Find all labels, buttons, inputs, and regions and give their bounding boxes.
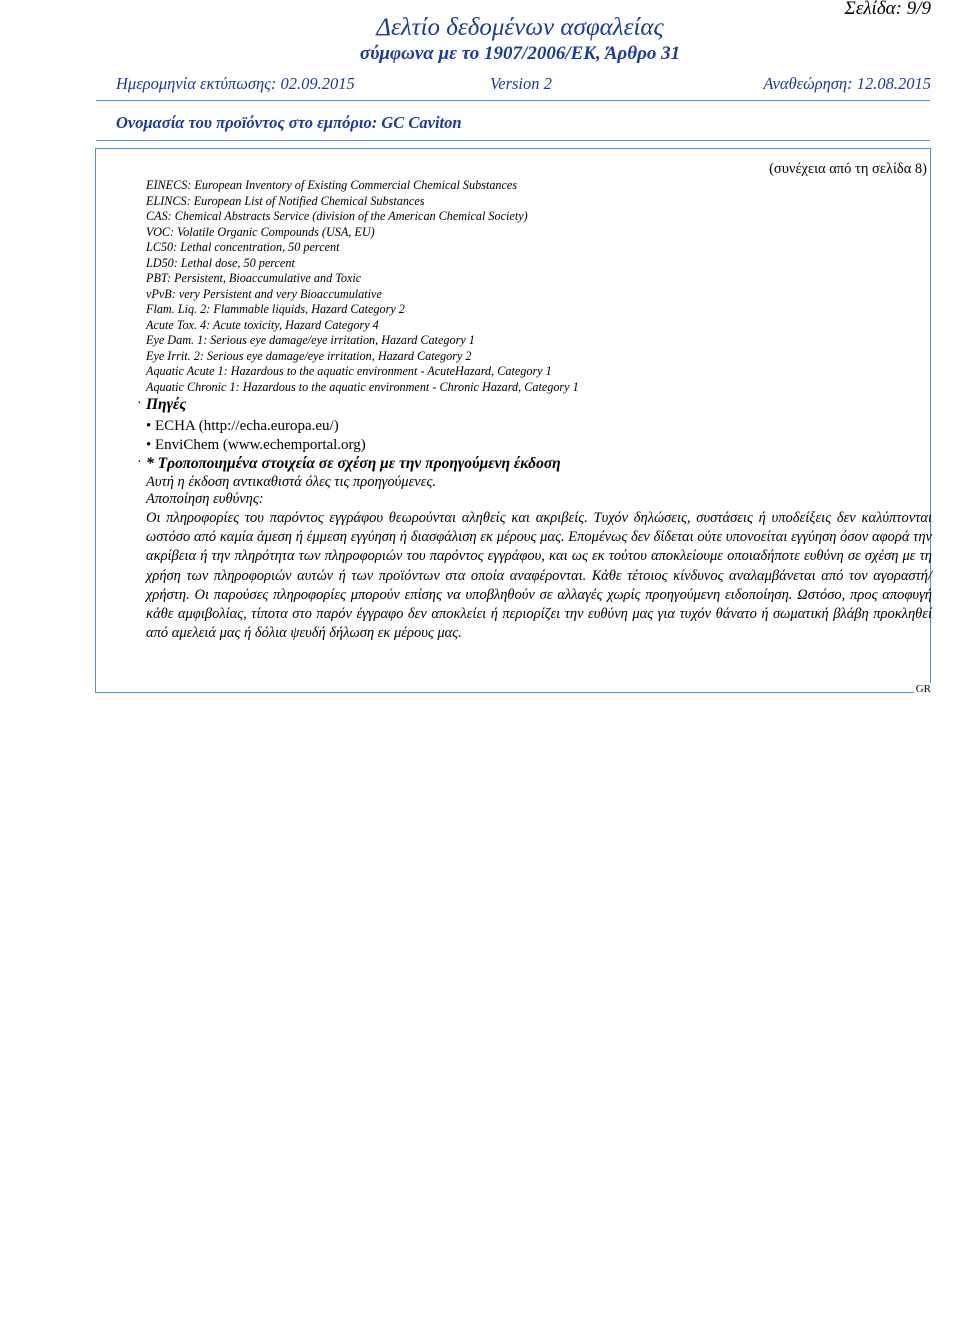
section-marker: · [137, 455, 142, 470]
changes-text: Αυτή η έκδοση αντικαθιστά όλες τις προηγούμενες. [146, 474, 436, 490]
abbreviation-item: CAS: Chemical Abstracts Service (division of the American Chemical Society) [146, 209, 528, 223]
abbreviation-item: VOC: Volatile Organic Compounds (USA, EU) [146, 224, 375, 239]
abbreviation-item: LC50: Lethal concentration, 50 percent [146, 240, 340, 254]
abbreviation-item: Aquatic Acute 1: Hazardous to the aquatic environment - AcuteHazard, Category 1 [146, 364, 552, 378]
document-subtitle: σύμφωνα με το 1907/2006/ΕΚ, Άρθρο 31 [359, 43, 681, 64]
page-number: Σελίδα: 9/9 [844, 0, 931, 19]
product-name: Ονομασία του προϊόντος στο εμπόριο: GC Caviton [116, 113, 462, 132]
changes-heading: * Τροποποιημένα στοιχεία σε σχέση με την προηγούμενη έκδοση [146, 455, 561, 472]
header-divider [96, 100, 930, 101]
abbreviation-item: Eye Dam. 1: Serious eye damage/eye irritation, Hazard Category 1 [146, 333, 475, 347]
continuation-note: (συνέχεια από τη σελίδα 8) [769, 161, 927, 177]
abbreviation-item: ELINCS: European List of Notified Chemical Substances [146, 193, 425, 208]
sources-heading: Πηγές [146, 396, 187, 413]
document-title: Δελτίο δεδομένων ασφαλείας [376, 14, 664, 41]
abbreviation-item: Eye Irrit. 2: Serious eye damage/eye irritation, Hazard Category 2 [146, 348, 472, 363]
revision-date: Αναθεώρηση: 12.08.2015 [763, 74, 931, 93]
abbreviation-item: vPvB: very Persistent and very Bioaccumulative [146, 286, 382, 301]
product-divider [96, 140, 930, 141]
print-date: Ημερομηνία εκτύπωσης: 02.09.2015 [116, 74, 355, 93]
abbreviations-list [146, 178, 579, 395]
source-item-envichem: • EnviChem (www.echemportal.org) [146, 437, 366, 453]
language-code: GR [915, 683, 931, 695]
section-marker: · [137, 396, 142, 411]
version: Version 2 [490, 74, 552, 93]
source-item-echa: • ECHA (http://echa.europa.eu/) [146, 418, 339, 434]
abbreviation-item: PBT: Persistent, Bioaccumulative and Toxic [146, 271, 362, 285]
abbreviation-item: Acute Tox. 4: Acute toxicity, Hazard Category 4 [146, 317, 379, 332]
abbreviation-item: LD50: Lethal dose, 50 percent [146, 255, 295, 270]
disclaimer-heading: Αποποίηση ευθύνης: [146, 491, 264, 507]
disclaimer-text: Οι πληροφορίες του παρόντος εγγράφου θεωρούνται αληθείς και ακριβείς. Τυχόν δηλώσεις, συστάσεις ή υποδείξεις δεν καλύπτονται ωστόσο από καμία άμεση ή έμμεση εγγύηση ή διασφάλιση εκ μέρους μας. Επομένως δεν δίδεται ούτε υπονοείται εγγύηση όσον αφορά την ακρίβεια ή την πληρότητα των πληροφοριών του παρόντος εγγράφου, και ως εκ τούτου αποκλείουμε οποιαδήποτε ευθύνη σε σχέση με τη χρήση των πληροφοριών αυτών ή των προϊόντων στα οποία αναφέρονται. Κάθε τέτοιος κίνδυνος αναλαμβάνεται από τον αγοραστή/χρήστη. Οι παρούσες πληροφορίες μπορούν επίσης να υποβληθούν σε αλλαγές χωρίς προηγούμενη ειδοποίηση. Ωστόσο, προς αποφυγή κάθε αμφιβολίας, τίποτα στο παρόν έγγραφο δεν αποκλείει ή περιορίζει την ευθύνη μας για τυχόν θάνατο ή σωματική βλάβη προκληθεί από αμελειά μας ή δόλια ψευδή δήλωση εκ μέρους μας. [146, 510, 932, 642]
abbreviation-item: EINECS: European Inventory of Existing Commercial Chemical Substances [146, 178, 518, 192]
abbreviation-item: Aquatic Chronic 1: Hazardous to the aquatic environment - Chronic Hazard, Category 1 [146, 379, 579, 394]
abbreviation-item: Flam. Liq. 2: Flammable liquids, Hazard Category 2 [146, 302, 405, 316]
